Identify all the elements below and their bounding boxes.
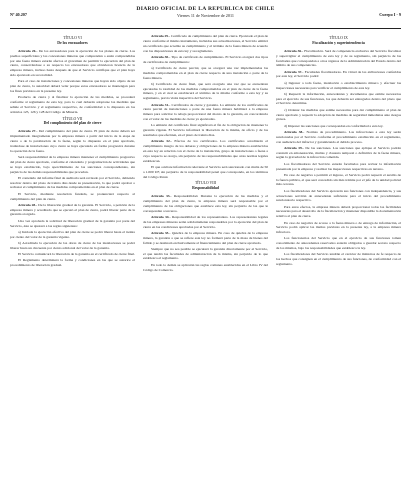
article-paragraph: [276, 236, 401, 251]
article-paragraph: [143, 34, 268, 53]
article-paragraph: [143, 103, 268, 122]
masthead: [80, 6, 331, 18]
article-paragraph: [276, 252, 401, 267]
article-paragraph: [10, 79, 135, 94]
article-paragraph: [10, 258, 135, 268]
article-number: Artículo 31.-: [151, 102, 171, 107]
article-text: Para el caso de instalaciones y concesiones mineras que hayan sido objeto de un plan de cierre, la autoridad deberá velar porque estos envasadores se mantengan para los fines previstos en la presente ley.: [10, 79, 135, 93]
article-number: Artículo 29.-: [151, 34, 171, 38]
article-text: De la liberación gradual de la garantía. El Servicio, a petición de la empresa minera y acreditado que se ejecutó el plan de cierre, podrá liberar parte de la garantía otorgada.: [10, 202, 135, 217]
article-text: d) Imponer las sanciones que correspondan en conformidad a esta ley.: [284, 123, 384, 128]
column-3: [276, 34, 401, 480]
article-text: a) Certificado de cierre parcial, que se otorgará una vez implementadas las medidas comprometidas en el plan de cierre respecto de una instalación o parte de la faena minera.: [143, 65, 268, 80]
article-text: Quiebra de la empresa minera. En caso de quiebra de la empresa minera, la garantía a que se refiere esta ley no formará parte de la masa de bienes del fallido y se destinará exclusivamente al financiamiento del plan de cierre aprobado.: [143, 230, 268, 245]
article-number: Artículo 26.-: [18, 48, 38, 53]
masthead-title: DIARIO OFICIAL DE LA REPUBLICA DE CHILE: [136, 6, 275, 12]
article-text: Producto de cierre y al finalizar la ejecución de las medidas, se procederá conforme al reglamento de esta ley, para lo cual deberán adoptarse las medidas que señale el Servicio y el reglamento respectivo, de conformidad a lo dispuesto en los artículos 125, 126 y 128 del Código de Minería.: [10, 95, 135, 114]
title-subheading: Responsabilidad: [192, 186, 219, 191]
article-paragraph: [143, 247, 268, 262]
article-text: El contenido del informe final de auditoría será revisado por el Servicio, debiendo resolver dentro del plazo de treinta días desde su presentación, la que podrá aprobar o rechazar el cumplimiento de las medidas comprometidas en el plan de cierre.: [10, 175, 135, 190]
article-number: Artículo 35.-: [151, 230, 171, 235]
title-subheading: De los envasadores: [57, 40, 88, 45]
article-text: En caso de negativa a permitir el ingreso, el Servicio podrá requerir el auxilio de la fuerza pública, el que será concedido sin más trámite por el jefe de la unidad policial más cercana.: [276, 172, 401, 187]
article-paragraph: [276, 49, 401, 68]
issue-number: Nº 40.207: [10, 12, 27, 17]
article-text: Los fiscalizadores del Servicio tendrán el carácter de ministros de fe respecto de los hechos que consignen en el cumplimiento de sus funciones, de conformidad con el reglamento.: [276, 252, 401, 267]
article-number: Artículo 30.-: [151, 54, 171, 59]
article-paragraph: [10, 203, 135, 218]
article-text: El Reglamento determinará la forma y condiciones en las que se autorice el procedimiento de liberación gradual.: [10, 258, 135, 267]
title-subheading: Fiscalización y superintendencia: [312, 40, 365, 45]
article-text: Los fiscalizadores del Servicio ejercerán sus funciones con independencia, y sus actuaciones servirán de antecedente suficiente para el inicio del procedimiento sancionatorio respectivo.: [276, 188, 401, 203]
article-paragraph: [276, 189, 401, 204]
article-paragraph: [143, 231, 268, 246]
article-paragraph: [143, 263, 268, 273]
article-text: El Servicio, mediante resolución fundada, se pronunciará respecto al cumplimiento del plan de cierre.: [10, 191, 135, 201]
article-text: Tipo de certificado de cumplimiento. El Servicio otorgará dos tipos de certificados de cumplimiento:: [143, 54, 268, 64]
article-number: Artículo 27.-: [18, 129, 38, 134]
article-paragraph: [143, 82, 268, 101]
title-heading: TÍTULO IX: [329, 36, 348, 40]
article-text: Facultades fiscalizadoras. En virtud de las atribuciones conferidas por esta ley, el Servicio podrá:: [276, 69, 401, 79]
article-paragraph: [276, 124, 401, 129]
article-text: En todo lo demás se aplicarán las reglas comunes establecidas en el Libro IV del Código de Comercio.: [143, 262, 268, 272]
issue-date: Viernes 11 de Noviembre de 2011: [177, 13, 234, 18]
article-number: Artículo 34.-: [151, 214, 171, 219]
article-paragraph: [276, 70, 401, 80]
article-text: Será responsabilidad de la empresa minera mantener el cumplimiento progresivo del plan de cierre aprobado, conforme al calendario y programación de actividades que se haya establecido, bajo apercibimiento de las sanciones correspondientes, sin perjuicio de las demás responsabilidades que procedan.: [10, 154, 135, 174]
article-text: b) Certificado de cierre final, que será otorgado una vez que se encuentren ejecutadas la totalidad de las medidas comprometidas en el plan de cierre de la faena minera, y en el cual se establecerá el término de la misma conforme a esta ley y su reglamento, previa visita inspectiva del Servicio.: [143, 81, 268, 101]
column-1: [10, 34, 135, 480]
article-paragraph: [276, 221, 401, 236]
article-text: De las sanciones. Las sanciones que aplique el Servicio podrán consistir en amonestación, multas y clausura temporal o definitiva de la faena minera, según la gravedad de la infracción cometida.: [276, 145, 401, 160]
article-text: El que ocultare información relevante al Servicio será sancionado con multa de 50 a 1.000 UF, sin perjuicio de la responsabilidad penal que corresponda, en los términos del Código Penal.: [143, 164, 268, 179]
article-paragraph: [10, 155, 135, 174]
article-text: Certificados de cierre y garantía. La emisión de los certificados de cierre parcial de instalaciones o parte de una faena minera habilitará a la empresa minera para solicitar la rebaja proporcional del monto de la garantía, en concordancia con el valor de las medidas de cierre ya ejecutadas.: [143, 102, 268, 122]
article-paragraph: [10, 241, 135, 251]
article-paragraph: [143, 123, 268, 138]
article-number: Artículo 39.-: [284, 145, 304, 150]
article-number: Artículo 37.-: [284, 69, 304, 74]
title-heading: TÍTULO VI: [63, 36, 82, 40]
article-paragraph: [10, 219, 135, 229]
article-paragraph: [143, 194, 268, 213]
title-subheading: Del cumplimiento del plan de cierre: [43, 121, 102, 126]
article-paragraph: [10, 252, 135, 257]
article-paragraph: [10, 95, 135, 114]
article-paragraph: [143, 139, 268, 163]
article-text: c) Ordenar las medidas que estime necesarias para dar cumplimiento al plan de cierre aprobado y requerir la adopción de medidas de seguridad inmediatas ante riesgos graves.: [276, 107, 401, 122]
article-text: Siempre que no sea posible se ejecutará la garantía directamente por el Servicio, el que tendrá las facultades de administración de la misma, sin perjuicio de lo que establezca el reglamento.: [143, 246, 268, 261]
article-paragraph: [276, 205, 401, 220]
article-text: De los envasadores para la ejecución de los planes de cierre. Los predios superficiales y las concesiones mineras que comprendan o estén comprendidas por una faena minera estarán afectos al gravamen de permitir la ejecución del plan de cierre, conservándose a su respecto los envasadores que obtuvieron licencia de la empresa minera, incluso hasta después de que el Servicio certifique que el plan haya sido ejecutado en su totalidad.: [10, 48, 135, 78]
article-text: Los funcionarios del Servicio que en el ejercicio de sus funciones tomen conocimiento de antecedentes reservados estarán obligados a guardar secreto respecto de los mismos, bajo las responsabilidades que establezca la ley.: [276, 236, 401, 251]
page-header: [10, 6, 401, 28]
article-paragraph: [143, 66, 268, 81]
article-text: En caso de negativa de acceso a la faena minera o de entrega de información, el Servicio podrá aplicar las multas previstas en la presente ley, a la empresa minera infractora.: [276, 220, 401, 235]
article-paragraph: [276, 162, 401, 172]
article-text: Una vez aprobada la solicitud de liberación gradual de la garantía por parte del Servicio, éste se ajustará a las reglas siguientes:: [10, 218, 135, 228]
header-rule: [10, 28, 401, 29]
article-text: Responsabilidad. Durante la ejecución de las medidas y el cumplimiento del plan de cierre, la empresa minera será responsable por el cumplimiento de las obligaciones que establece esta ley, sin perjuicio de las que le correspondan a terceros.: [143, 194, 268, 213]
article-paragraph: [10, 192, 135, 202]
title-heading: TÍTULO VII: [62, 116, 83, 121]
article-paragraph: [276, 108, 401, 123]
article-paragraph: [143, 165, 268, 180]
article-text: Los fiscalizadores del Servicio estarán facultados para revisar la información presentada por la empresa y realizar las inspecciones respectivas en terreno.: [276, 161, 401, 171]
article-paragraph: [276, 130, 401, 145]
text-columns: [10, 34, 401, 480]
article-paragraph: [10, 49, 135, 78]
article-paragraph: [276, 81, 401, 91]
article-text: a) Iniciada la ejecución efectiva del plan de cierre se podrá liberar hasta el treinta por ciento del valor de la garantía vigente.: [10, 229, 135, 239]
article-paragraph: [143, 215, 268, 230]
article-paragraph: [143, 55, 268, 65]
article-number: Artículo 33.-: [151, 194, 172, 199]
article-number: Artículo 36.-: [284, 48, 304, 53]
article-paragraph: [10, 230, 135, 240]
article-text: La emisión del certificado final significará el fin de la obligación de mantener la garantía vigente. El Servicio informará la liberación de la misma, de oficio y de los resultados que efectúen, en el plazo de treinta días.: [143, 123, 268, 137]
page-number: Cuerpo I - 9: [379, 12, 401, 17]
article-text: Efectos de los certificados. Los certificados acreditarán el cumplimiento íntegro de los deberes y obligaciones de la empresa minera establecidos en esta ley en relación con el cierre de la instalación, grupo de instalaciones o faena a cuyo respecto se otorga, sin perjuicio de las responsabilidades que otras normas legales establezcan.: [143, 139, 268, 163]
article-number: Artículo 32.-: [151, 139, 172, 144]
article-text: Normas de procedimiento. Las infracciones a esta ley serán sancionadas por el Servicio conforme al procedimiento establecido en el reglamento, con audiencia del infractor y garantizando el debido proceso.: [276, 129, 401, 144]
article-number: Artículo 28.-: [18, 202, 38, 207]
article-number: Artículo 38.-: [284, 129, 305, 134]
article-text: Para estos efectos, la empresa minera deberá proporcionar todas las facilidades necesarias para el desarrollo de la fiscalización y mantener disponible la documentación relativa al plan de cierre.: [276, 204, 401, 219]
article-paragraph: [276, 92, 401, 107]
article-paragraph: [10, 129, 135, 153]
column-2: [143, 34, 268, 480]
article-text: b) Requerir la información, antecedentes y documentos que estime necesarios para el ejercicio de sus funciones, los que deberán ser entregados dentro del plazo que el Servicio determine.: [276, 91, 401, 106]
article-text: Fiscalización. Será de competencia exclusiva del Servicio fiscalizar y supervigilar el cumplimiento de esta ley y de su reglamento, sin perjuicio de las facultades que correspondan a otros órganos de la Administración del Estado dentro del ámbito de sus competencias.: [276, 48, 401, 68]
article-text: b) Acreditada la ejecución de las obras de cierre de las instalaciones se podrá liberar hasta un cincuenta por ciento adicional del valor de la garantía.: [10, 240, 135, 250]
article-paragraph: [276, 146, 401, 161]
title-heading: TÍTULO VIII: [194, 181, 217, 186]
article-text: Responsabilidad de los representantes. Los representantes legales de las empresas mineras serán solidariamente responsables por la ejecución del plan de cierre en las condiciones aprobadas por el Servicio.: [143, 214, 268, 229]
article-text: Certificado de cumplimiento del plan de cierre. Ejecutado el plan de cierre conforme al mismo instrumento, incluidas sus actualizaciones, el Servicio emitirá un certificado que acredite su cumplimiento y el término de la faena minera de acuerdo con las disposiciones de esta ley y su reglamento.: [143, 34, 268, 53]
article-text: a) Ingresar a toda faena, instalación o establecimiento minero y efectuar las inspecciones necesarias para verificar el cumplimiento de esta ley.: [276, 80, 401, 90]
article-text: El Servicio comunicará la liberación de la garantía en el certificado de cierre final.: [18, 251, 135, 256]
article-paragraph: [10, 176, 135, 191]
article-text: Del cumplimiento del plan de cierre. El plan de cierre deberá ser implementado íntegramente por la empresa minera a partir del inicio de la etapa de cierre o de la paralización de la faena, según lo dispuesto en el plan aprobado, tratándose de instalaciones cuyo cierre se haya ejecutado en forma progresiva durante la operación de la faena.: [10, 129, 135, 153]
article-paragraph: [276, 173, 401, 188]
